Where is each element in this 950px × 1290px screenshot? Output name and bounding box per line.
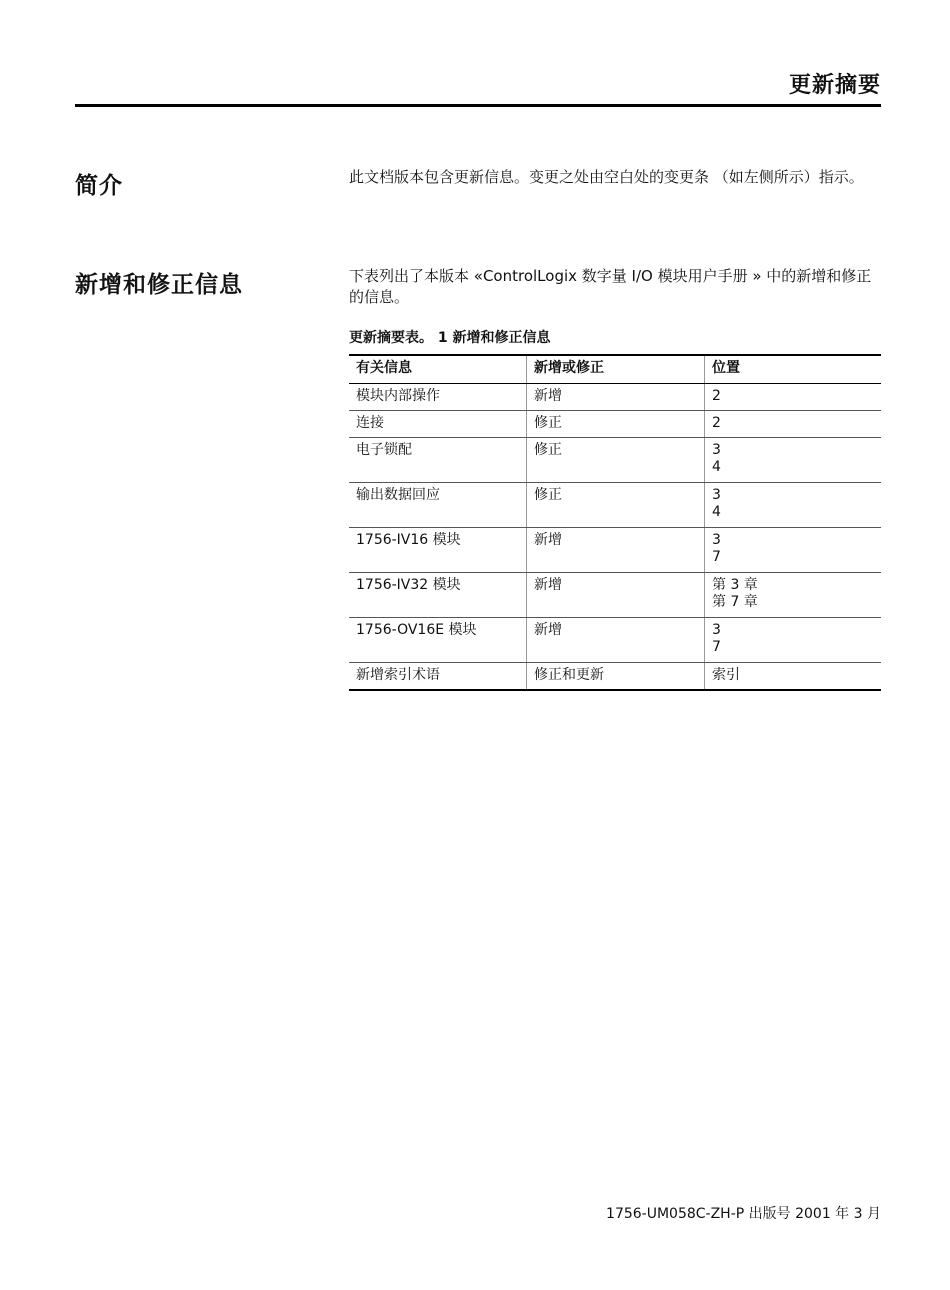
table-row [349, 618, 881, 663]
location-line: 7 [712, 549, 721, 565]
location-line: 2 [712, 415, 721, 431]
location-cell [705, 573, 882, 618]
intro-heading: 简介 [75, 173, 123, 199]
location-line: 4 [712, 504, 721, 520]
column-header-location: 位置 [705, 355, 882, 384]
topic-cell: 电子锁配 [349, 438, 527, 483]
table-row [349, 573, 881, 618]
change-cell: 新增 [527, 528, 705, 573]
location-cell [705, 528, 882, 573]
table-header-row [349, 355, 881, 384]
location-cell [705, 411, 882, 438]
topic-cell: 1756-IV16 模块 [349, 528, 527, 573]
table-row [349, 528, 881, 573]
location-line: 3 [712, 442, 721, 458]
topic-cell: 1756-IV32 模块 [349, 573, 527, 618]
location-cell [705, 483, 882, 528]
intro-text: 此文档版本包含更新信息。变更之处由空白处的变更条 （如左侧所示）指示。 [349, 168, 864, 186]
location-line: 2 [712, 388, 721, 404]
change-cell: 新增 [527, 573, 705, 618]
change-cell: 新增 [527, 618, 705, 663]
location-line: 3 [712, 532, 721, 548]
location-line: 第 3 章 [712, 577, 758, 593]
new-info-heading: 新增和修正信息 [75, 272, 243, 298]
new-info-text: 下表列出了本版本 «ControlLogix 数字量 I/O 模块用户手册 » 中的新增和修正的信息。 [349, 267, 872, 306]
location-line: 第 7 章 [712, 594, 758, 610]
topic-cell: 输出数据回应 [349, 483, 527, 528]
change-cell: 修正 [527, 438, 705, 483]
column-header-topic: 有关信息 [349, 355, 527, 384]
topic-cell: 1756-OV16E 模块 [349, 618, 527, 663]
location-line: 3 [712, 622, 721, 638]
table-row [349, 384, 881, 411]
footer-publication-info: 1756-UM058C-ZH-P 出版号 2001 年 3 月 [606, 1206, 881, 1222]
page-title: 更新摘要 [788, 73, 881, 98]
location-line: 4 [712, 459, 721, 475]
table-row [349, 483, 881, 528]
topic-cell: 新增索引术语 [349, 663, 527, 691]
location-line: 7 [712, 639, 721, 655]
location-cell [705, 618, 882, 663]
table-row [349, 663, 881, 691]
location-cell [705, 384, 882, 411]
location-cell [705, 663, 882, 691]
location-line: 索引 [712, 667, 740, 683]
change-cell: 新增 [527, 384, 705, 411]
location-cell [705, 438, 882, 483]
table-caption: 更新摘要表。 1 新增和修正信息 [349, 330, 551, 346]
table-row [349, 411, 881, 438]
page-header [75, 64, 881, 107]
change-cell: 修正 [527, 411, 705, 438]
change-cell: 修正 [527, 483, 705, 528]
table-row [349, 438, 881, 483]
changes-table [349, 354, 881, 691]
column-header-change: 新增或修正 [527, 355, 705, 384]
change-cell: 修正和更新 [527, 663, 705, 691]
topic-cell: 模块内部操作 [349, 384, 527, 411]
topic-cell: 连接 [349, 411, 527, 438]
location-line: 3 [712, 487, 721, 503]
